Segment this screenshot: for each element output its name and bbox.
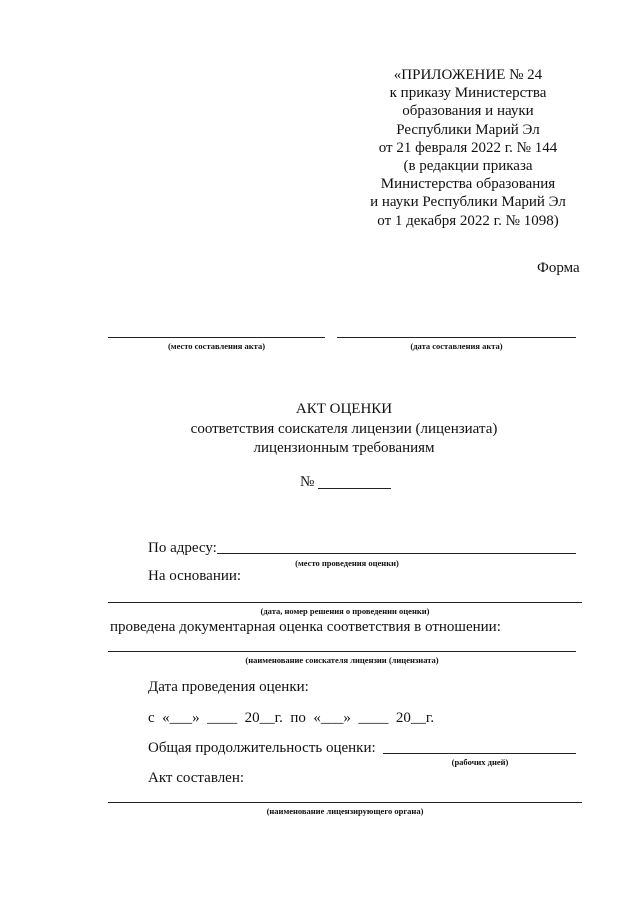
act-title: АКТ ОЦЕНКИ (295, 401, 393, 417)
compiled-label: Акт составлен: (148, 770, 245, 786)
appendix-line: от 1 декабря 2022 г. № 1098) (377, 212, 559, 229)
doc-eval-label: проведена документарная оценка соответствия в отношении: (110, 619, 501, 635)
act-number-label: № (300, 474, 315, 490)
basis-line[interactable] (108, 602, 582, 603)
address-caption: (место проведения оценки) (295, 558, 399, 568)
eval-date-range[interactable]: с «___» ____ 20__г. по «___» ____ 20__г. (148, 710, 435, 726)
duration-line[interactable] (383, 753, 576, 754)
appendix-line: Министерства образования (380, 176, 556, 193)
appendix-line: и науки Республики Марий Эл (370, 194, 566, 211)
act-subtitle: соответствия соискателя лицензии (лицензиата) (190, 421, 498, 437)
basis-caption: (дата, номер решения о проведении оценки) (260, 606, 430, 616)
appendix-line: (в редакции приказа (403, 158, 533, 175)
appendix-line: «ПРИЛОЖЕНИЕ № 24 (393, 67, 543, 83)
date-line[interactable] (337, 337, 576, 338)
appendix-header (360, 66, 576, 230)
act-number-line[interactable] (318, 488, 391, 489)
place-caption: (место составления акта) (167, 341, 266, 351)
duration-label: Общая продолжительность оценки: (148, 740, 376, 756)
duration-caption: (рабочих дней) (451, 757, 509, 767)
appendix-line: к приказу Министерства (389, 85, 547, 102)
applicant-caption: (наименование соискателя лицензии (лицензиата) (245, 655, 439, 665)
applicant-line[interactable] (108, 651, 576, 652)
date-caption: (дата составления акта) (410, 341, 503, 351)
form-label: Форма (537, 260, 580, 276)
basis-label: На основании: (148, 568, 242, 584)
act-subtitle-2: лицензионным требованиям (253, 440, 435, 456)
authority-line[interactable] (108, 802, 582, 803)
appendix-line: образования и науки (402, 103, 534, 120)
place-line[interactable] (108, 337, 325, 338)
authority-caption: (наименование лицензирующего органа) (266, 806, 424, 816)
address-label: По адресу: (148, 540, 217, 556)
eval-date-label: Дата проведения оценки: (148, 679, 309, 695)
appendix-line: Республики Марий Эл (396, 121, 540, 138)
appendix-line: от 21 февраля 2022 г. № 144 (378, 139, 558, 156)
address-line[interactable] (217, 553, 576, 554)
